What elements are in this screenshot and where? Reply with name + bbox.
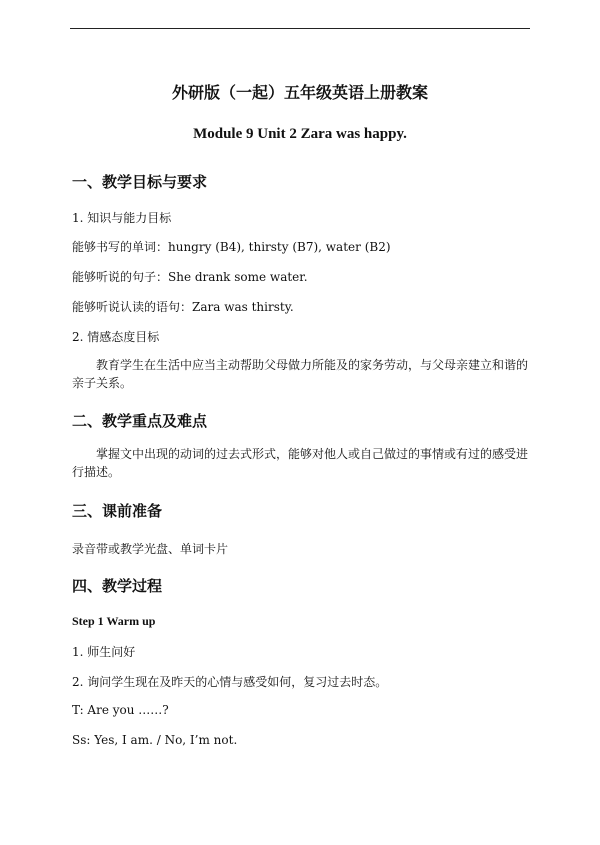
section-4-line-2: 2. 询问学生现在及昨天的心情与感受如何，复习过去时态。 [72,675,388,689]
section-4-line-4: Ss: Yes, I am. / No, I’m not. [72,733,238,747]
section-3-line: 录音带或教学光盘、单词卡片 [72,542,229,556]
section-1-line-2: 能够听说的句子：She drank some water. [72,270,308,284]
section-1-line-1: 能够书写的单词：hungry (B4), thirsty (B7), water (B2) [72,240,391,254]
section-2-heading: 二、教学重点及难点 [72,412,208,430]
document-title: 外研版（一起）五年级英语上册教案 [171,83,428,102]
document-subtitle: Module 9 Unit 2 Zara was happy. [193,126,407,142]
section-4-line-1: 1. 师生问好 [72,645,136,659]
section-3-heading: 三、课前准备 [72,502,163,520]
section-1-paragraph: 教育学生在生活中应当主动帮助父母做力所能及的家务劳动，与父母亲建立和谐的亲子关系。 [72,358,529,390]
section-1-heading: 一、教学目标与要求 [72,173,208,191]
section-1-item-2: 2. 情感态度目标 [72,330,160,344]
section-1-item-1: 1. 知识与能力目标 [72,211,172,225]
section-4-heading: 四、教学过程 [72,577,163,595]
section-2-paragraph: 掌握文中出现的动词的过去式形式，能够对他人或自己做过的事情或有过的感受进行描述。 [72,447,529,479]
section-4-line-3: T: Are you ……? [72,703,169,717]
header-rule [70,28,530,29]
section-1-line-3: 能够听说认读的语句：Zara was thirsty. [72,300,294,314]
step-1-heading: Step 1 Warm up [72,614,156,628]
